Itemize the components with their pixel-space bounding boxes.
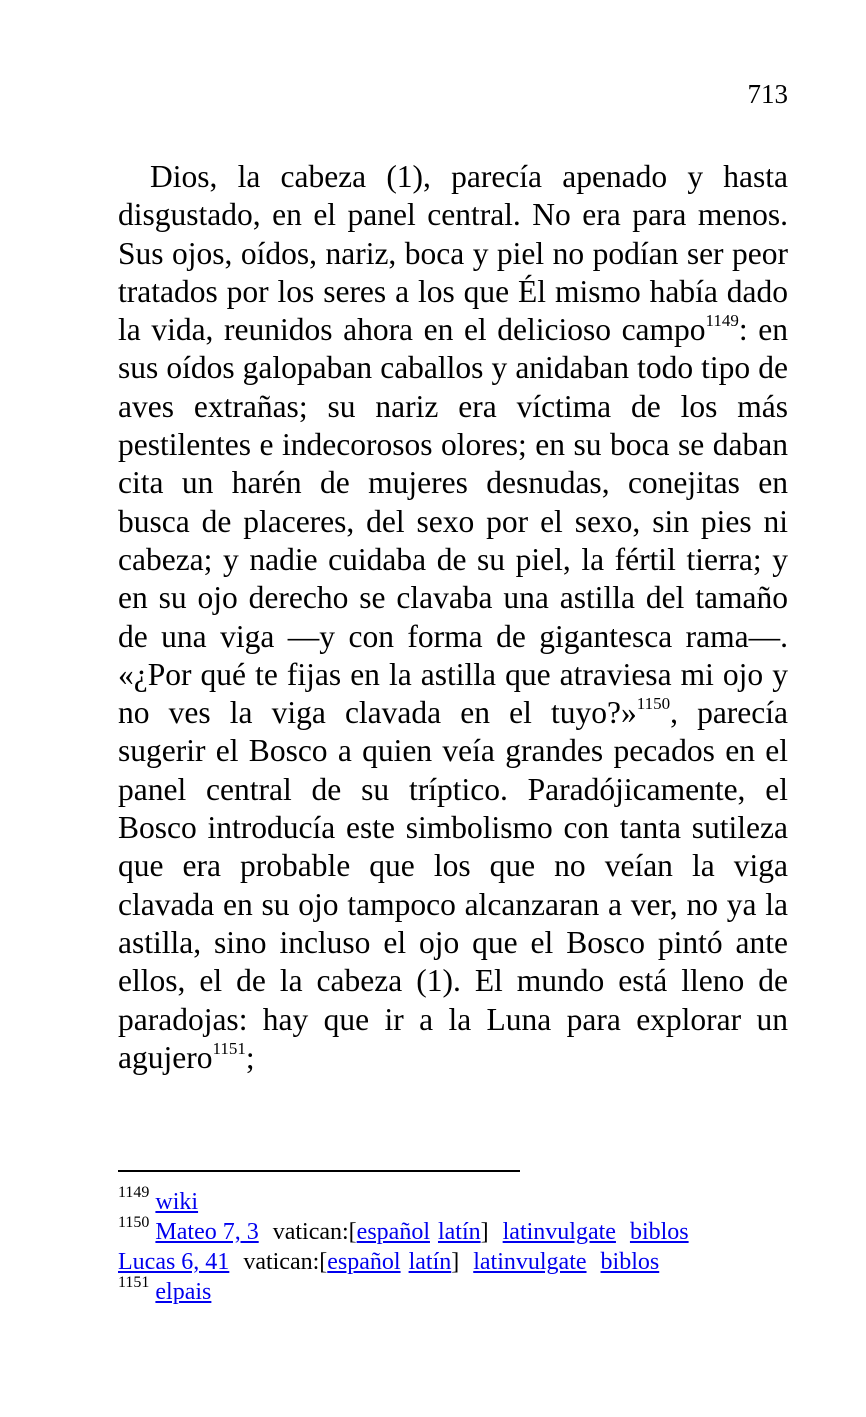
latinvulgate-link[interactable]: latinvulgate (502, 1219, 616, 1245)
mateo-link[interactable]: Mateo 7, 3 (155, 1219, 259, 1245)
espanol-link[interactable]: español (356, 1219, 430, 1245)
body-paragraph (118, 158, 788, 1077)
footnote-ref-1150[interactable]: 1150 (636, 694, 671, 714)
footnote-1149 (118, 1184, 818, 1217)
bracket-close: ] (480, 1219, 489, 1245)
footnote-number: 1149 (118, 1184, 150, 1201)
biblos-link[interactable]: biblos (600, 1249, 660, 1275)
footnote-ref-1151[interactable]: 1151 (212, 1038, 246, 1058)
footnotes (118, 1184, 818, 1307)
body-segment-3: , parecía sugerir el Bosco a quien veía grandes pecados en el panel central de su tríptico. Paradójicamente, el Bosco introducía este simbolismo con tanta sutileza que era probable que los que no veían la viga clavada en su ojo tampoco alcanzaran a ver, no ya la astilla, sino incluso el ojo que el Bosco pintó ante ellos, el de la cabeza (1). El mundo está lleno de paradojas: hay que ir a la Luna para explorar un agujero (118, 695, 788, 1075)
bracket-close: ] (451, 1249, 460, 1275)
latinvulgate-link[interactable]: latinvulgate (473, 1249, 587, 1275)
footnote-1151 (118, 1274, 818, 1307)
body-segment-2: : en sus oídos galopaban caballos y anidaban todo tipo de aves extrañas; su nariz era víctima de los más pestilentes e indecorosos olores; en su boca se daban cita un harén de mujeres desnudas, conejitas en busca de placeres, del sexo por el sexo, sin pies ni cabeza; y nadie cuidaba de su piel, la fértil tierra; y en su ojo derecho se clavaba una astilla del tamaño de una viga —y con forma de gigantesca rama—. «¿Por qué te fijas en la astilla que atraviesa mi ojo y no ves la viga clavada en el tuyo?» (118, 312, 788, 731)
footnote-1150-line-1 (118, 1214, 818, 1247)
vatican-label: vatican:[ (243, 1249, 328, 1275)
body-segment-1: Dios, la cabeza (1), parecía apenado y hasta disgustado, en el panel central. No era para menos. Sus ojos, oídos, nariz, boca y piel no podían ser peor tratados por los seres a los que Él mismo había dado la vida, reunidos ahora en el delicioso campo (118, 159, 788, 348)
vatican-label: vatican:[ (272, 1219, 357, 1245)
latin-link[interactable]: latín (408, 1249, 452, 1275)
lucas-link[interactable]: Lucas 6, 41 (118, 1249, 230, 1275)
footnote-separator (118, 1170, 520, 1172)
elpais-link[interactable]: elpais (155, 1279, 212, 1305)
footnote-number: 1151 (118, 1274, 150, 1291)
latin-link[interactable]: latín (437, 1219, 481, 1245)
footnote-1150-line-2 (118, 1247, 818, 1277)
wiki-link[interactable]: wiki (155, 1189, 199, 1215)
footnote-number: 1150 (118, 1214, 150, 1231)
biblos-link[interactable]: biblos (629, 1219, 689, 1245)
espanol-link[interactable]: español (327, 1249, 401, 1275)
footnote-ref-1149[interactable]: 1149 (705, 311, 739, 331)
body-segment-4: ; (245, 1039, 255, 1075)
page-number: 713 (747, 79, 788, 109)
